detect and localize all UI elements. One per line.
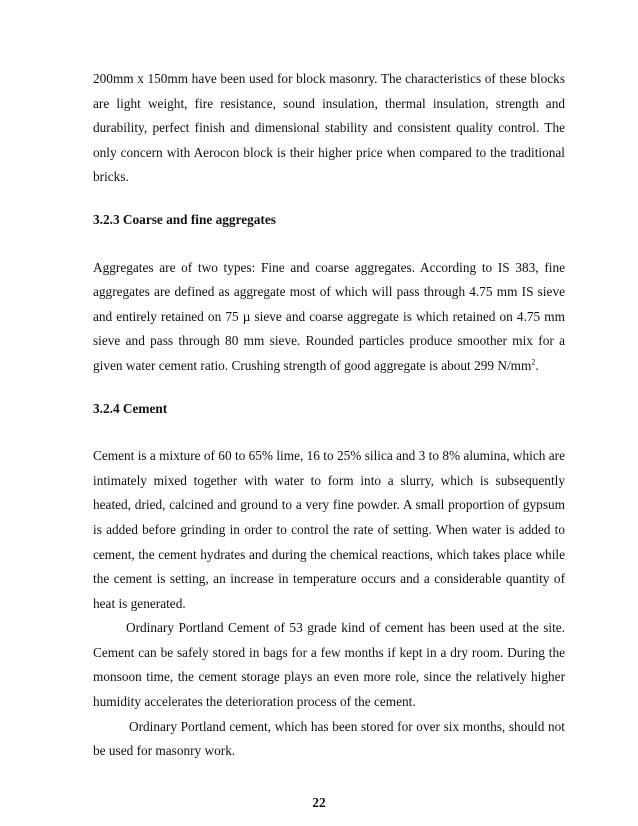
- paragraph-cement-storage: Ordinary Portland Cement of 53 grade kind of cement has been used at the site. Cement can be safely stored in bags for a few months if kept in a dry room. During the monsoon time, the cement storage plays an even more role, since the relatively higher humidity accelerates the deterioration process of the cement.: [93, 620, 565, 710]
- paragraph-cement-age: Ordinary Portland cement, which has been stored for over six months, should not be used for masonry work.: [93, 718, 565, 759]
- aggregates-text: Aggregates are of two types: Fine and coarse aggregates. According to IS 383, fine aggregates are defined as aggregate most of which will pass through 4.75 mm IS sieve and entirely retained on 75 µ sieve and coarse aggregate is which retained on 4.75 mm sieve and pass through 80 mm sieve. Rounded particles produce smoother mix for a given water cement ratio. Crushing strength of good aggregate is about 299 N/mm: [93, 259, 565, 373]
- page-number: 22: [312, 795, 326, 810]
- section-heading-cement: 3.2.4 Cement: [93, 400, 168, 416]
- page-content: [93, 67, 565, 764]
- paragraph-cement-composition: Cement is a mixture of 60 to 65% lime, 16 to 25% silica and 3 to 8% alumina, which are intimately mixed together with water to form into a slurry, which is subsequently heated, dried, calcined and ground to a very fine powder. A small proportion of gypsum is added before grinding in order to control the rate of setting. When water is added to cement, the cement hydrates and during the chemical reactions, which takes place while the cement is setting, an increase in temperature occurs and a considerable quantity of heat is generated.: [93, 448, 565, 611]
- section-heading-aggregates: 3.2.3 Coarse and fine aggregates: [93, 211, 276, 227]
- aggregates-period: .: [535, 357, 539, 373]
- paragraph-aggregates: [93, 256, 565, 379]
- superscript-squared: 2: [531, 357, 536, 367]
- paragraph-aerocon-blocks: 200mm x 150mm have been used for block masonry. The characteristics of these blocks are light weight, fire resistance, sound insulation, thermal insulation, strength and durability, perfect finish and dimensional stability and consistent quality control. The only concern with Aerocon block is their higher price when compared to the traditional bricks.: [93, 71, 565, 185]
